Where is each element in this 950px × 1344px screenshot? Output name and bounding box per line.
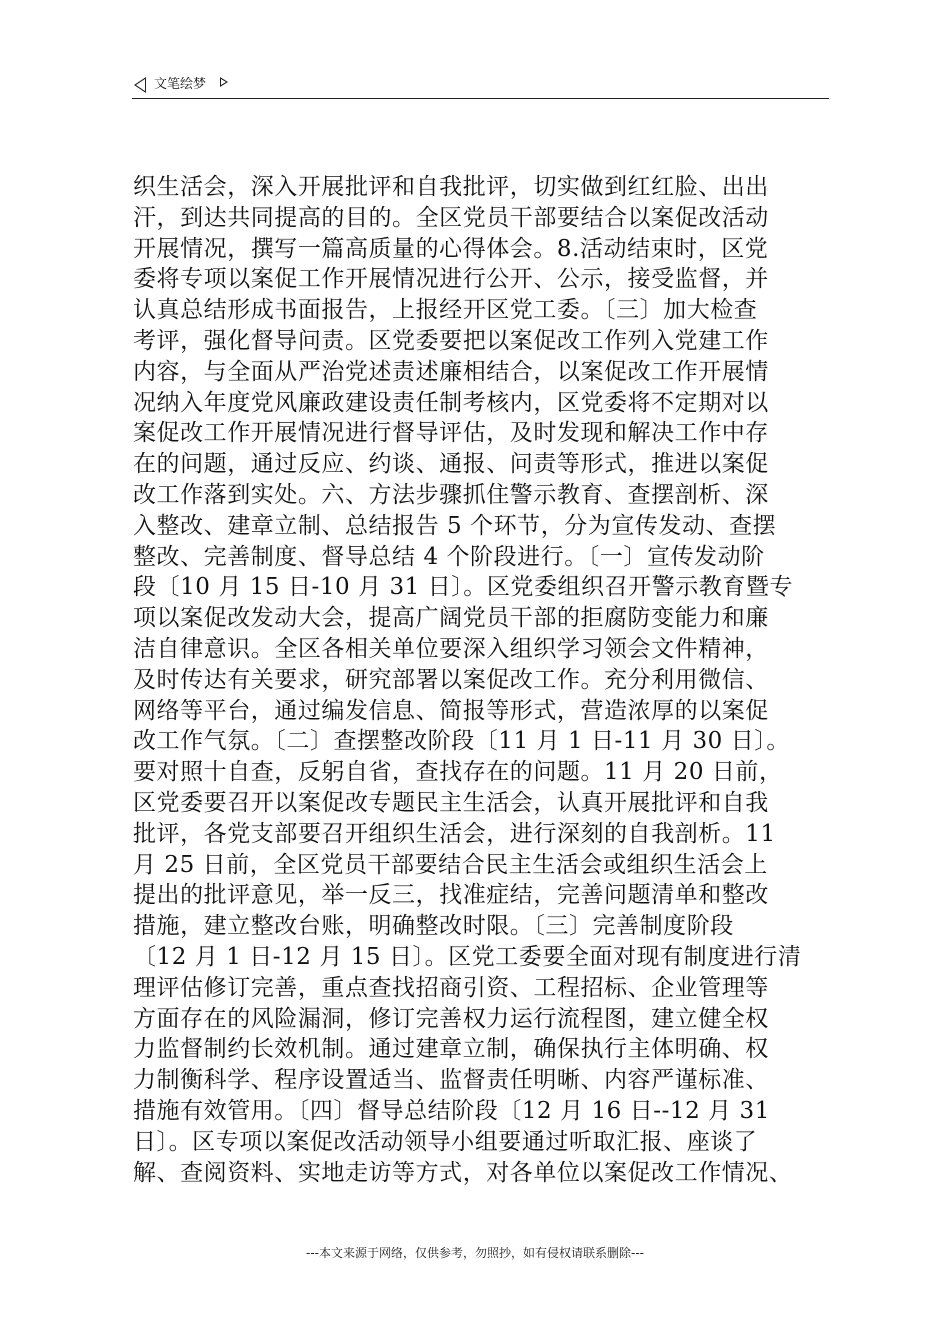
body-line: 改工作落到实处。六、方法步骤抓住警示教育、查摆剖析、深 <box>133 481 769 508</box>
body-line: 改工作气氛。〔二〕查摆整改阶段〔11 月 1 日-11 月 30 日〕。 <box>133 728 790 755</box>
body-line: 及时传达有关要求，研究部署以案促改工作。充分利用微信、 <box>133 666 769 693</box>
body-line: 项以案促改发动大会，提高广阔党员干部的拒腐防变能力和廉 <box>133 605 769 632</box>
body-line: 力监督制约长效机制。通过建章立制，确保执行主体明确、权 <box>133 1036 769 1063</box>
body-line: 力制衡科学、程序设置适当、监督责任明晰、内容严谨标准、 <box>133 1067 769 1094</box>
body-line: 段〔10 月 15 日-10 月 31 日〕。区党委组织召开警示教育暨专 <box>133 574 794 601</box>
body-line: 提出的批评意见，举一反三，找准症结，完善问题清单和整改 <box>133 882 769 909</box>
body-line: 区党委要召开以案促改专题民主生活会，认真开展批评和自我 <box>133 789 769 816</box>
body-line: 入整改、建章立制、总结报告 5 个环节，分为宣传发动、查摆 <box>133 512 777 539</box>
body-line: 月 25 日前，全区党员干部要结合民主生活会或组织生活会上 <box>133 851 768 878</box>
triangle-left-icon <box>134 77 146 93</box>
header-brand: 文笔绘梦 <box>154 77 207 92</box>
body-line: 解、查阅资料、实地走访等方式，对各单位以案促改工作情况、 <box>133 1159 793 1186</box>
body-line: 批评，各党支部要召开组织生活会，进行深刻的自我剖析。11 <box>133 820 776 847</box>
body-line: 案促改工作开展情况进行督导评估，及时发现和解决工作中存 <box>133 420 769 447</box>
body-line: 〔12 月 1 日-12 月 15 日〕。区党工委要全面对现有制度进行清 <box>133 943 802 970</box>
footer-disclaimer: ---本文来源于网络，仅供参考，勿照抄，如有侵权请联系删除--- <box>306 1246 644 1260</box>
body-line: 内容，与全面从严治党述责述廉相结合，以案促改工作开展情 <box>133 358 769 385</box>
body-line: 方面存在的风险漏洞，修订完善权力运行流程图，建立健全权 <box>133 1005 769 1032</box>
body-line: 况纳入年度党风廉政建设责任制考核内，区党委将不定期对以 <box>133 389 769 416</box>
body-line: 措施，建立整改台账，明确整改时限。〔三〕完善制度阶段 <box>133 913 734 940</box>
body-line: 织生活会，深入开展批评和自我批评，切实做到红红脸、出出 <box>133 174 769 200</box>
page-header <box>132 74 829 99</box>
body-line: 在的问题，通过反应、约谈、通报、问责等形式，推进以案促 <box>133 451 769 478</box>
body-line: 考评，强化督导问责。区党委要把以案促改工作列入党建工作 <box>133 327 769 354</box>
document-body <box>133 172 833 1188</box>
body-line: 开展情况，撰写一篇高质量的心得体会。8.活动结束时，区党 <box>133 235 769 262</box>
body-line: 委将专项以案促工作开展情况进行公开、公示，接受监督，并 <box>133 266 769 293</box>
body-line: 措施有效管用。〔四〕督导总结阶段〔12 月 16 日--12 月 31 <box>133 1097 770 1124</box>
body-line: 要对照十自查，反躬自省，查找存在的问题。11 月 20 日前， <box>133 759 783 786</box>
body-line: 网络等平台，通过编发信息、简报等形式，营造浓厚的以案促 <box>133 697 769 724</box>
body-line: 整改、完善制度、督导总结 4 个阶段进行。〔一〕宣传发动阶 <box>133 543 765 570</box>
body-line: 汗，到达共同提高的目的。全区党员干部要结合以案促改活动 <box>133 204 769 231</box>
body-line: 认真总结形成书面报告，上报经开区党工委。〔三〕加大检查 <box>133 297 758 324</box>
triangle-right-icon <box>220 77 228 87</box>
body-line: 洁自律意识。全区各相关单位要深入组织学习领会文件精神， <box>133 635 769 662</box>
body-line: 日〕。区专项以案促改活动领导小组要通过听取汇报、座谈了 <box>133 1128 758 1155</box>
body-line: 理评估修订完善，重点查找招商引资、工程招标、企业管理等 <box>133 974 769 1001</box>
